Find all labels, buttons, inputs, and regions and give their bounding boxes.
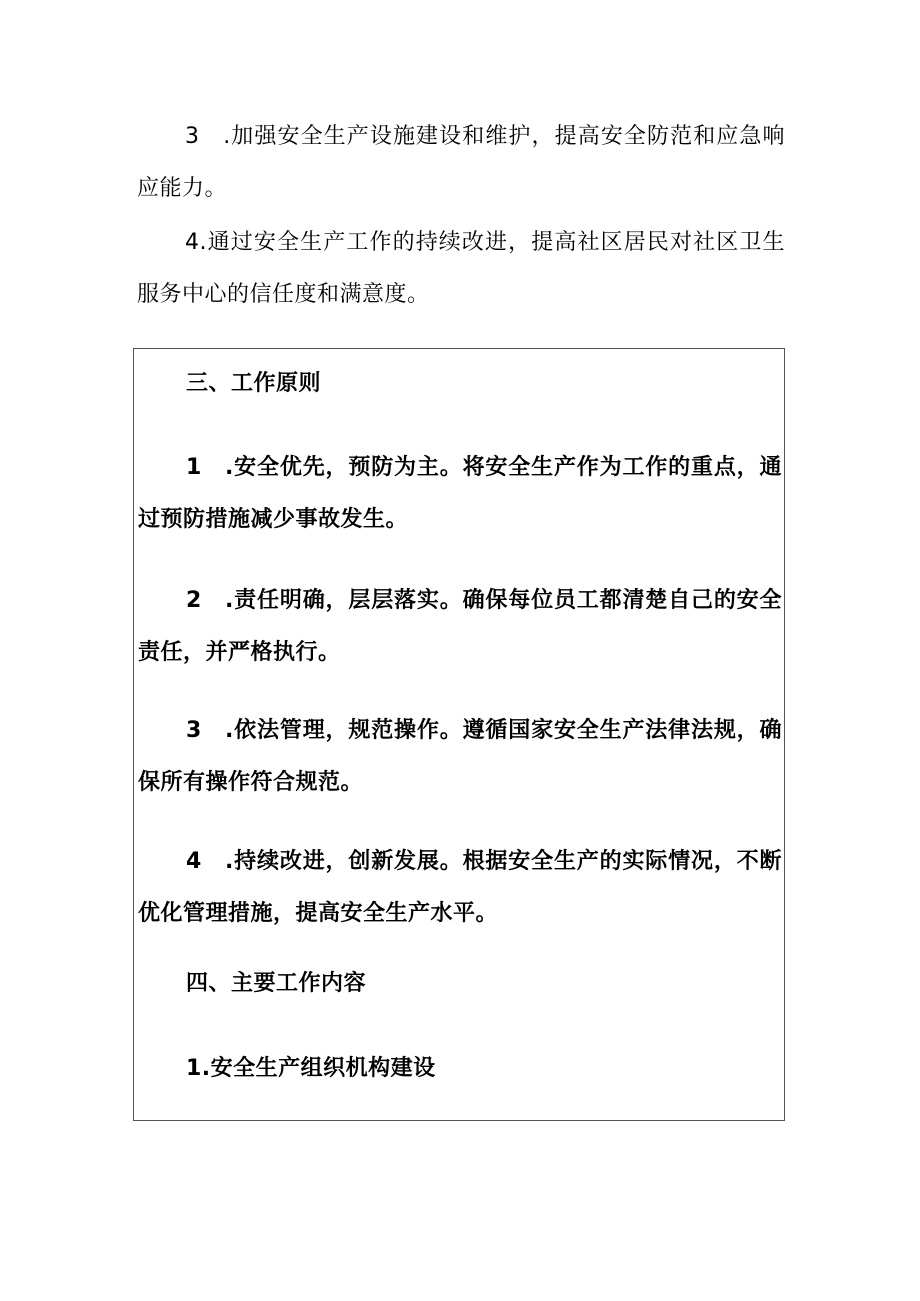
content-item-1: 1.安全生产组织机构建设 bbox=[186, 1056, 436, 1081]
goal-item-4: 4.通过安全生产工作的持续改进，提高社区居民对社区卫生服务中心的信任度和满意度。 bbox=[137, 230, 785, 307]
principle-item-4: 4 .持续改进，创新发展。根据安全生产的实际情况，不断优化管理措施，提高安全生产水平。 bbox=[138, 849, 782, 926]
principle-item-2: 2 .责任明确，层层落实。确保每位员工都清楚自己的安全责任，并严格执行。 bbox=[138, 588, 782, 665]
bordered-section bbox=[133, 348, 785, 1121]
principle-item-1: 1 .安全优先，预防为主。将安全生产作为工作的重点，通过预防措施减少事故发生。 bbox=[138, 455, 782, 532]
principle-item-3: 3 .依法管理，规范操作。遵循国家安全生产法律法规，确保所有操作符合规范。 bbox=[138, 718, 782, 795]
goal-item-3: 3 .加强安全生产设施建设和维护，提高安全防范和应急响应能力。 bbox=[137, 124, 785, 201]
section-heading-principles: 三、工作原则 bbox=[186, 371, 322, 396]
section-heading-main-content: 四、主要工作内容 bbox=[186, 971, 367, 996]
